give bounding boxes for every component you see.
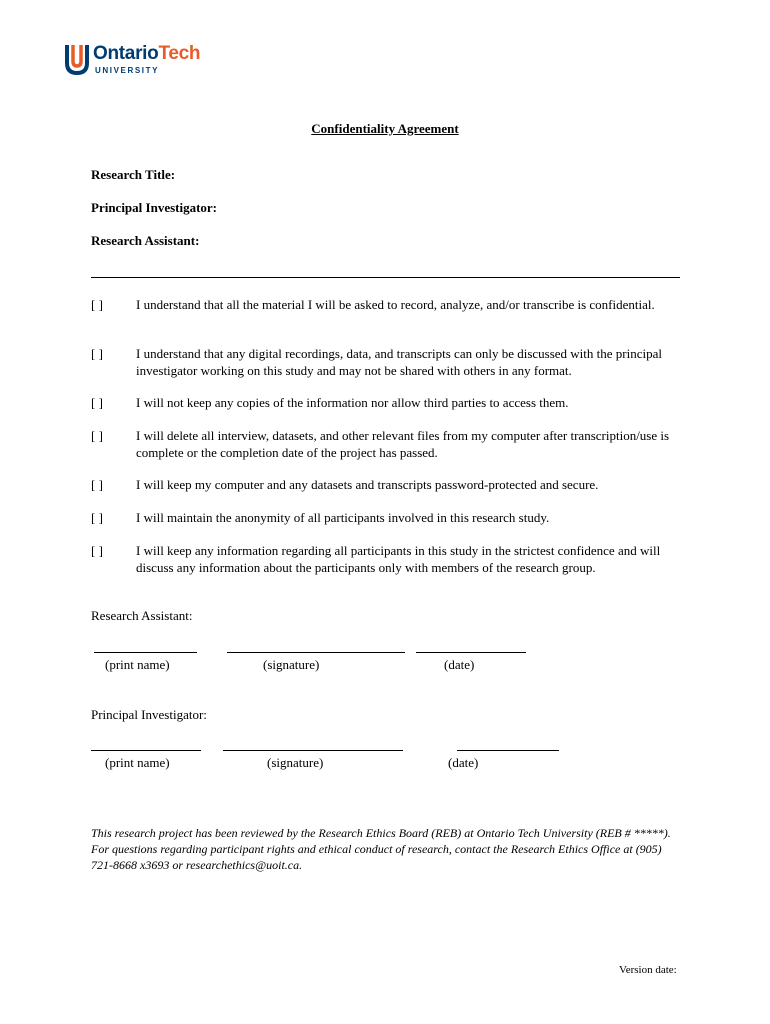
checklist-item	[91, 510, 681, 527]
logo-wordmark	[93, 43, 200, 65]
checkbox[interactable]: [ ]	[91, 428, 103, 443]
ontario-tech-logo-icon	[64, 43, 90, 77]
assistant-print-name-line[interactable]	[94, 652, 197, 653]
document-title: Confidentiality Agreement	[311, 121, 459, 136]
investigator-date-line[interactable]	[457, 750, 559, 751]
checklist-item	[91, 395, 681, 412]
logo-subtitle: UNIVERSITY	[95, 66, 160, 75]
checklist-item-text: I will maintain the anonymity of all participants involved in this research study.	[136, 510, 550, 525]
checkbox[interactable]: [ ]	[91, 346, 103, 361]
checkbox[interactable]: [ ]	[91, 477, 103, 492]
investigator-sign-heading: Principal Investigator:	[91, 707, 207, 722]
checklist-item-text: I will keep any information regarding all participants in this study in the strictest confidence and will discuss any information about the participants only with members of the research group.	[136, 543, 661, 575]
checklist-item-text: I will keep my computer and any datasets and transcripts password-protected and secure.	[136, 477, 599, 492]
investigator-print-name-line[interactable]	[91, 750, 201, 751]
principal-investigator-label: Principal Investigator:	[91, 200, 218, 215]
investigator-signature-caption: (signature)	[267, 755, 324, 770]
checklist-item	[91, 428, 681, 461]
checkbox[interactable]: [ ]	[91, 543, 103, 558]
checklist-item-text: I will not keep any copies of the information nor allow third parties to access them.	[136, 395, 569, 410]
assistant-date-caption: (date)	[444, 657, 475, 672]
assistant-signature-caption: (signature)	[263, 657, 320, 672]
divider	[91, 277, 680, 278]
checklist-item-text: I understand that any digital recordings, data, and transcripts can only be discussed with the principal investigator working on this study and may not be shared with others in any format.	[136, 346, 662, 378]
investigator-print-name-caption: (print name)	[105, 755, 170, 770]
research-assistant-label: Research Assistant:	[91, 233, 200, 248]
logo-word-tech: Tech	[158, 43, 201, 64]
checklist-item	[91, 297, 681, 314]
university-logo	[64, 43, 214, 79]
checkbox[interactable]: [ ]	[91, 510, 103, 525]
checklist-item	[91, 477, 681, 494]
version-date: Version date:	[619, 964, 677, 976]
checklist-item	[91, 543, 681, 576]
checkbox[interactable]: [ ]	[91, 297, 103, 312]
assistant-signature-line[interactable]	[227, 652, 405, 653]
logo-word-ontario: Ontario	[93, 43, 159, 64]
assistant-date-line[interactable]	[416, 652, 526, 653]
reb-footer-note: This research project has been reviewed by the Research Ethics Board (REB) at Ontario Tech University (REB # *****). For questions regarding participant rights and ethical conduct of research, contact the Research Ethics Office at (905) 721-8668 x3693 or researchethics@uoit.ca.	[91, 826, 671, 872]
checklist-item-text: I understand that all the material I will be asked to record, analyze, and/or transcribe is confidential.	[136, 297, 655, 312]
investigator-signature-line[interactable]	[223, 750, 403, 751]
checklist-item-text: I will delete all interview, datasets, and other relevant files from my computer after transcription/use is complete or the completion date of the project has passed.	[136, 428, 670, 460]
assistant-print-name-caption: (print name)	[105, 657, 170, 672]
checklist-item	[91, 346, 681, 379]
research-title-label: Research Title:	[91, 167, 176, 182]
assistant-sign-heading: Research Assistant:	[91, 608, 193, 623]
checkbox[interactable]: [ ]	[91, 395, 103, 410]
investigator-date-caption: (date)	[448, 755, 479, 770]
